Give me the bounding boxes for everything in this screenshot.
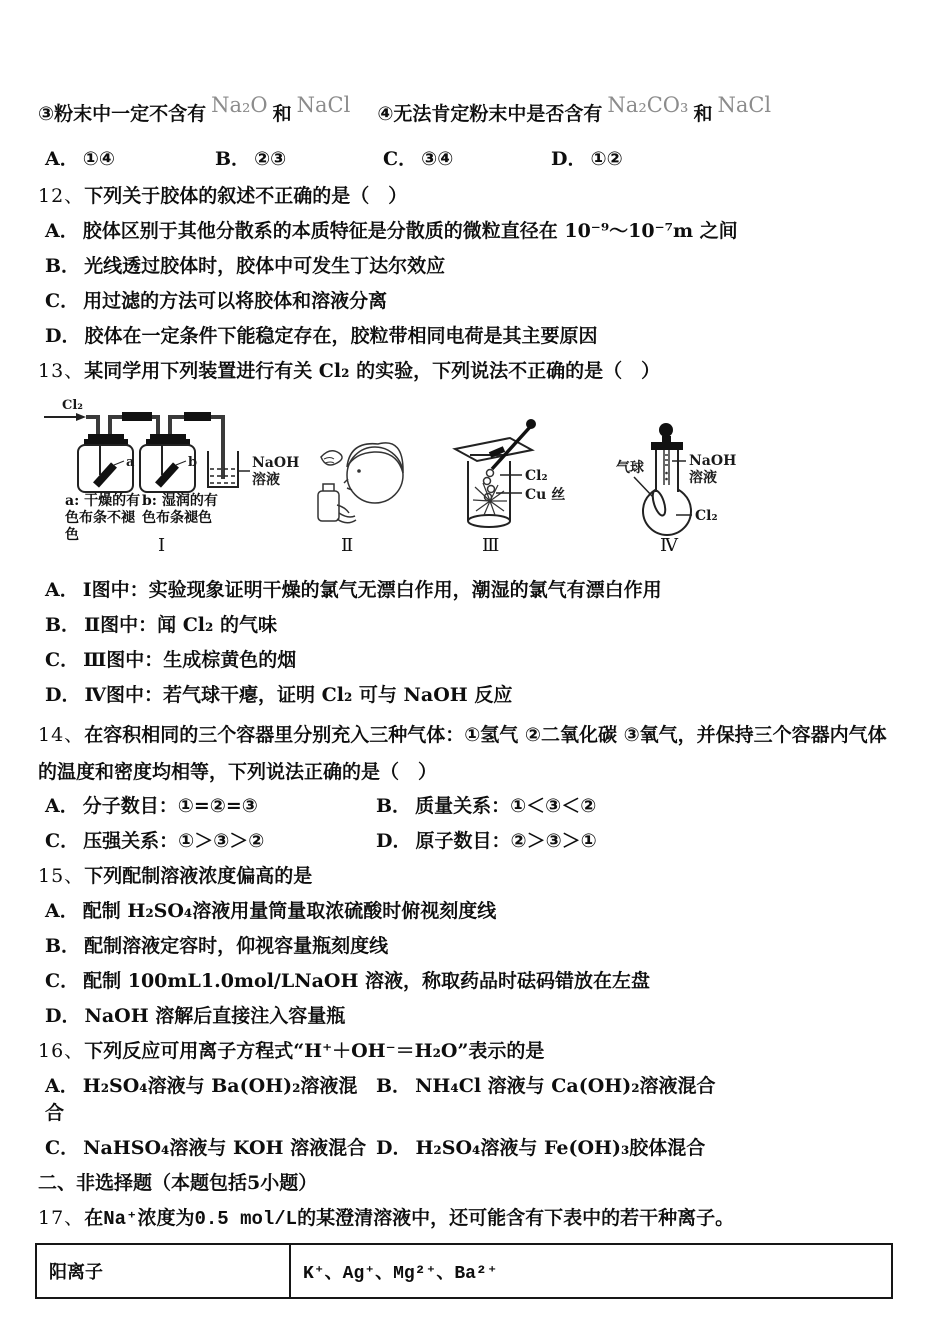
apparatus-drawing (38, 393, 898, 565)
flask-stopper (651, 442, 683, 450)
q13-option-b-text: Ⅱ图中：闻 Cl₂ 的气味 (84, 614, 277, 636)
option-a-label: A． (45, 148, 79, 170)
q13-number: 13、 (38, 360, 85, 382)
q12-option-b-text: 光线透过胶体时，胶体中可发生丁达尔效应 (84, 255, 446, 277)
q16-option-a (45, 1073, 376, 1127)
q17-na-ion: Na⁺ (103, 1208, 138, 1230)
q16-option-d (376, 1135, 705, 1162)
gas-jar-bottom (468, 515, 510, 527)
q14-option-b (376, 793, 596, 820)
q13-option-b (38, 612, 898, 639)
q17-stem-c: 的某澄清溶液中，还可能含有下表中的若干种离子。 (297, 1207, 735, 1229)
q13-option-d (38, 682, 898, 709)
q12-stem (38, 183, 898, 210)
rubber-connector (184, 412, 211, 421)
q15-option-d-label: D． (45, 1005, 81, 1027)
option-a (45, 146, 215, 173)
q14-option-d-text: 原子数目：②＞③＞① (415, 830, 597, 852)
q13-option-c (38, 647, 898, 674)
q14-options-row2 (38, 828, 898, 855)
rubber-connector (122, 412, 152, 421)
strip-b-label: b (188, 455, 198, 470)
q16-option-b-text: NH₄Cl 溶液与 Ca(OH)₂溶液混合 (415, 1075, 716, 1097)
q13-option-a-label: A． (45, 579, 79, 601)
copper-coil (484, 478, 491, 485)
option-d (551, 146, 623, 173)
fig4-numeral: Ⅳ (660, 535, 678, 556)
drop (665, 472, 668, 475)
option-c-text: ③④ (421, 148, 454, 170)
q14-stem (38, 717, 898, 791)
q12-option-a-label: A． (45, 220, 79, 242)
q16-option-d-text: H₂SO₄溶液与 Fe(OH)₃胶体混合 (415, 1137, 706, 1159)
q14-option-a-text: 分子数目：①=②=③ (82, 795, 258, 817)
q16-option-c-text: NaHSO₄溶液与 KOH 溶液混合 (83, 1137, 367, 1159)
q14-option-d (376, 828, 597, 855)
fig4-balloon-label: 气球 (616, 460, 644, 476)
strip-b-pointer (176, 461, 186, 465)
q14-number: 14、 (38, 724, 85, 746)
copper-coil (488, 486, 495, 493)
table-row (36, 1244, 892, 1298)
cation-header-cell: 阳离子 (36, 1244, 290, 1298)
q14-stem-text: 在容积相同的三个容器里分别充入三种气体：①氢气 ②二氧化碳 ③氧气，并保持三个容器内气体的温度和密度均相等，下列说法正确的是（ ） (38, 724, 887, 783)
q15-option-b-label: B． (45, 935, 81, 957)
fig1-numeral: Ⅰ (158, 535, 166, 556)
q12-number: 12、 (38, 185, 85, 207)
fig1-gas-label: Cl₂ (62, 398, 83, 413)
balloon-pointer (634, 477, 653, 497)
q14-option-a-label: A． (45, 795, 79, 817)
q17-ion-table (35, 1243, 893, 1299)
q16-option-b-label: B． (376, 1075, 412, 1097)
statement-4-conj: 和 (693, 103, 713, 125)
option-b-label: B． (215, 148, 251, 170)
option-d-text: ①② (590, 148, 623, 170)
dropper-bulb (659, 423, 673, 437)
fig2-numeral: Ⅱ (341, 535, 354, 556)
q12-option-b (38, 253, 898, 280)
wafting-hand-fingers (324, 458, 334, 464)
holding-hand (337, 505, 356, 523)
q17-stem-a: 在 (84, 1207, 104, 1229)
q17-stem-b: 浓度为 (137, 1207, 195, 1229)
formula-nacl-1: NaCl (296, 93, 351, 117)
q15-option-d-text: NaOH 溶解后直接注入容量瓶 (84, 1005, 346, 1027)
q17-stem (38, 1205, 898, 1233)
q16-option-b (376, 1073, 716, 1127)
option-a-text: ①④ (82, 148, 115, 170)
option-b (215, 146, 383, 173)
q14-option-b-text: 质量关系：①＜③＜② (415, 795, 597, 817)
q12-option-d-label: D． (45, 325, 81, 347)
q17-number: 17、 (38, 1207, 85, 1229)
formula-na2o: Na₂O (211, 93, 268, 117)
q15-option-c (38, 968, 898, 995)
smell-bottle (318, 491, 339, 521)
q16-option-c-label: C． (45, 1137, 80, 1159)
fig3-cu-label: Cu 丝 (525, 487, 566, 503)
q14-option-c-text: 压强关系：①＞③＞② (83, 830, 265, 852)
face-head (347, 447, 403, 503)
q16-option-d-label: D． (376, 1137, 412, 1159)
cation-list-cell: K⁺、Ag⁺、Mg²⁺、Ba²⁺ (290, 1244, 892, 1298)
tube-inlet (86, 417, 98, 435)
face-eye (357, 469, 361, 473)
option-c (383, 146, 551, 173)
q12-option-c-label: C． (45, 290, 80, 312)
q12-option-d (38, 323, 898, 350)
q16-options-row2 (38, 1135, 898, 1162)
option-c-label: C． (383, 148, 418, 170)
q13-option-b-label: B． (45, 614, 81, 636)
q13-option-a-text: Ⅰ图中：实验现象证明干燥的氯气无漂白作用，潮湿的氯气有漂白作用 (82, 579, 662, 601)
q16-number: 16、 (38, 1040, 85, 1062)
q13-option-d-label: D． (45, 684, 81, 706)
q14-option-a (45, 793, 376, 820)
q14-option-d-label: D． (376, 830, 412, 852)
q16-option-c (45, 1135, 376, 1162)
smell-bottle-neck (323, 484, 334, 491)
q14-option-c-label: C． (45, 830, 80, 852)
fig3-cl2-label: Cl₂ (525, 468, 548, 484)
q12-option-a-text: 胶体区别于其他分散系的本质特征是分散质的微粒直径在 10⁻⁹～10⁻⁷m 之间 (82, 220, 738, 242)
q15-number: 15、 (38, 865, 85, 887)
bottle2-stopper (150, 434, 186, 439)
q13-option-c-text: Ⅲ图中：生成棕黄色的烟 (83, 649, 297, 671)
q11-options-row (38, 146, 898, 173)
q14-option-b-label: B． (376, 795, 412, 817)
bottle1-stopper (88, 434, 124, 439)
q12-option-a (38, 218, 898, 245)
spoon-handle-knob (526, 419, 536, 429)
q13-stem (38, 358, 898, 385)
q13-option-a (38, 577, 898, 604)
beaker-naoh-label: NaOH (252, 455, 300, 471)
q15-option-c-text: 配制 100mL1.0mol/LNaOH 溶液，称取药品时砝码错放在左盘 (83, 970, 651, 992)
strip-a-label: a (126, 455, 135, 470)
formula-nacl-2: NaCl (717, 93, 772, 117)
q12-option-c (38, 288, 898, 315)
q12-option-c-text: 用过滤的方法可以将胶体和溶液分离 (83, 290, 388, 312)
dropper-stem (662, 436, 671, 443)
section2-header: 二、非选择题（本题包括5小题） (38, 1172, 318, 1194)
beaker-solution-label: 溶液 (252, 472, 280, 488)
q15-stem (38, 863, 898, 890)
q14-options-row1 (38, 793, 898, 820)
option-b-text: ②③ (254, 148, 287, 170)
q16-option-a-text: H₂SO₄溶液与 Ba(OH)₂溶液混合 (45, 1075, 358, 1124)
q13-stem-text: 某同学用下列装置进行有关 Cl₂ 的实验，下列说法不正确的是（ ） (84, 360, 661, 382)
fig1-caption-a: a: 干燥的有色布条不褪色 (65, 493, 141, 543)
drop (665, 478, 668, 481)
q15-option-c-label: C． (45, 970, 80, 992)
fig4-cl2-label: Cl₂ (695, 508, 718, 524)
fig1-caption-b: b: 湿润的有色布条褪色 (142, 493, 218, 526)
q14-option-c (45, 828, 376, 855)
fig4-naoh-label: NaOH (689, 453, 737, 469)
q15-option-b-text: 配制溶液定容时，仰视容量瓶刻度线 (84, 935, 389, 957)
q16-stem-text: 下列反应可用离子方程式“H⁺＋OH⁻＝H₂O”表示的是 (84, 1040, 545, 1062)
q16-option-a-label: A． (45, 1075, 79, 1097)
q15-option-d (38, 1003, 898, 1030)
formula-na2co3: Na₂CO₃ (607, 93, 689, 117)
fig3-numeral: Ⅲ (482, 535, 500, 556)
copper-coil (487, 470, 494, 477)
statement-3-text: ③粉末中一定不含有 (38, 103, 207, 125)
q12-option-b-label: B． (45, 255, 81, 277)
statement-line (38, 93, 898, 128)
jar-cover-plate (455, 438, 532, 461)
statement-4-text: ④无法肯定粉末中是否含有 (377, 103, 603, 125)
strip-a-pointer (114, 461, 124, 465)
q12-stem-text: 下列关于胶体的叙述不正确的是（ ） (84, 185, 408, 207)
q13-option-d-text: Ⅳ图中：若气球干瘪，证明 Cl₂ 可与 NaOH 反应 (84, 684, 513, 706)
statement-3-conj: 和 (272, 103, 292, 125)
q15-option-b (38, 933, 898, 960)
q16-stem (38, 1038, 898, 1065)
q13-option-c-label: C． (45, 649, 80, 671)
gas-inlet-arrowhead (76, 413, 86, 421)
bottle1-cloth-strip (96, 465, 114, 485)
q12-option-d-text: 胶体在一定条件下能稳定存在，胶粒带相同电荷是其主要原因 (84, 325, 598, 347)
q15-option-a (38, 898, 898, 925)
option-d-label: D． (551, 148, 587, 170)
bottle2-cloth-strip (158, 465, 176, 485)
q13-apparatus-figure (38, 393, 898, 569)
q15-stem-text: 下列配制溶液浓度偏高的是 (84, 865, 313, 887)
q15-option-a-label: A． (45, 900, 79, 922)
fig4-solution-label: 溶液 (689, 470, 717, 486)
q16-options-row1 (38, 1073, 898, 1127)
q17-concentration: 0.5 mol/L (194, 1208, 298, 1230)
q15-option-a-text: 配制 H₂SO₄溶液用量筒量取浓硫酸时俯视刻度线 (82, 900, 497, 922)
